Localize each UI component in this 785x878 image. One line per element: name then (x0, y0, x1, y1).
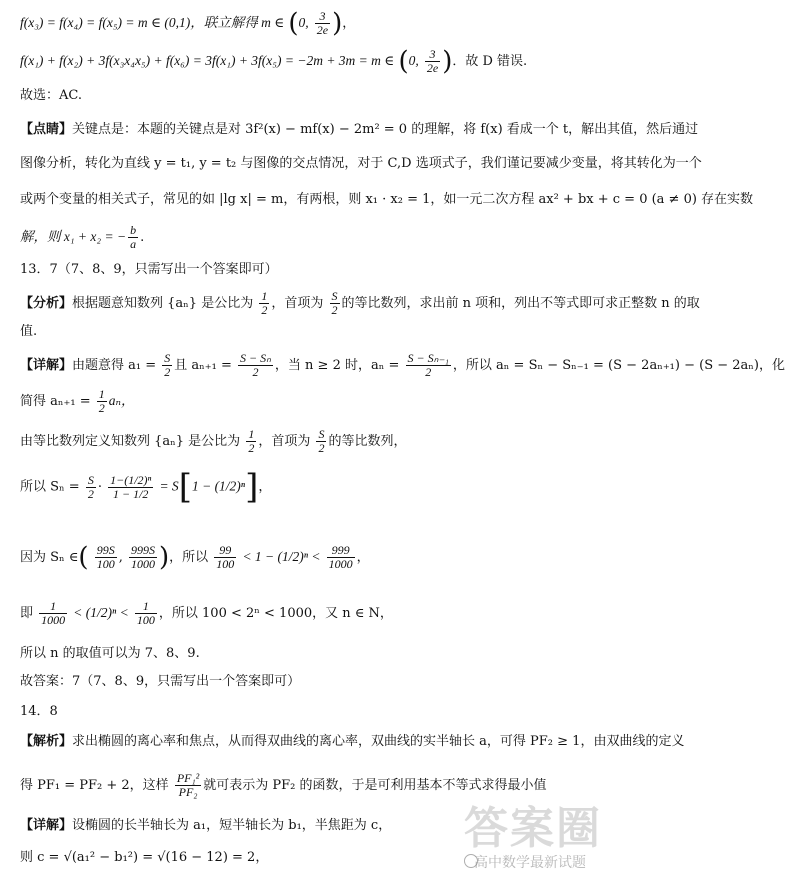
text-line: 由等比数列定义知数列 {aₙ} 是公比为 $\frac{1}{2}$ ，首项为 $\frac{S}{2}$ 的等比数列， (20, 427, 407, 455)
formula-line: 即 $\frac{1}{1000}$ < (1/2)ⁿ < $\frac{1}{100}$ ，所以 100 < 2ⁿ < 1000，又 n ∈ N， (20, 599, 393, 627)
question-heading: 13．7（7、8、9，只需写出一个答案即可） (20, 262, 278, 277)
watermark: 答案圈 高中数学最新试题 (464, 803, 602, 871)
math-text: f(x₃) = f(x₄) = f(x₅) = m ∈ (0,1)，联立解得 m ∈ (20, 15, 285, 30)
text-line: 图像分析，转化为直线 y = t₁, y = t₂ 与图像的交点情况，对于 C,D 选项式子，我们谨记要减少变量，将其转化为一个 (20, 156, 702, 171)
text-line: 解，则 x₁ + x₂ = − $\frac{b}{a}$ . (20, 223, 145, 251)
section-tag: 【分析】 (20, 296, 73, 311)
section-tag: 【详解】 (20, 358, 73, 373)
formula-line: 所以 Sₙ = $\frac{S}{2}$ · $\frac{\text{1−(1/2)ⁿ}}{1 - 1/2}$ = S[1 − (1/2)ⁿ]， (20, 467, 272, 507)
text-line: 或两个变量的相关式子，常见的如 |lg x| = m，有两根，则 x₁ · x₂ = 1，如一元二次方程 ax² + bx + c = 0 (a ≠ 0) 存在实数 (20, 192, 754, 207)
answer-line: 故选：AC. (20, 88, 83, 103)
text-line: 【详解】由题意得 a₁ = $\frac{S}{2}$ 且 aₙ₊₁ = $\frac{\text{S − Sₙ}}{2}$ ，当 n ≥ 2 时，aₙ = $\frac{\text{S − Sₙ₋₁}}{2}$ ，所以 aₙ = Sₙ − Sₙ₋₁ = (S − 2aₙ₊₁) − (S − 2aₙ)，化 (20, 351, 785, 379)
text-line: 得 PF₁ = PF₂ + 2，这样 $\frac{\text{PF₁²}}{\text{PF₂}}$ 就可表示为 PF₂ 的函数，于是可利用基本不等式求得最小值 (20, 771, 547, 799)
section-tag: 【解析】 (20, 734, 73, 749)
formula-line: 因为 Sₙ ∈( $\frac{99S}{100}$ , $\frac{999S}{1000}$ )，所以 $\frac{99}{100}$ < 1 − (1/2)ⁿ < $\frac{999}{1000}$ ， (20, 542, 370, 573)
text-line: 值. (20, 324, 38, 339)
fraction: $\frac{3}{2e}$ (426, 47, 439, 75)
math-text: f(x₁) + f(x₂) + 3f(x₃x₄x₅) + f(x₆) = 3f(x₁) + 3f(x₅) = −2m + 3m = m ∈ (20, 53, 395, 68)
text-line: f(x₁) + f(x₂) + 3f(x₃x₄x₅) + f(x₆) = 3f(x₁) + 3f(x₅) = −2m + 3m = m ∈ (0, $\frac{3}{2e}$ )．故 D 错误. (20, 46, 528, 77)
fraction: $\frac{b}{a}$ (130, 223, 137, 251)
text-line: f(x₃) = f(x₄) = f(x₅) = m ∈ (0,1)，联立解得 m ∈ (0, $\frac{3}{2e}$ )， (20, 8, 356, 39)
text-line: 简得 aₙ₊₁ = $\frac{1}{2}$ aₙ， (20, 387, 135, 415)
text-line: 【详解】设椭圆的长半轴长为 a₁，短半轴长为 b₁，半焦距为 c， (20, 818, 392, 833)
section-tag: 【点睛】 (20, 122, 73, 137)
section-tag: 【详解】 (20, 818, 73, 833)
text-line: 则 c = √(a₁² − b₁²) = √(16 − 12) = 2， (20, 850, 269, 865)
text-line: 【解析】求出椭圆的离心率和焦点，从而得双曲线的离心率，双曲线的实半轴长 a，可得 PF₂ ≥ 1，由双曲线的定义 (20, 734, 685, 749)
text-line: 【点睛】关键点是：本题的关键点是对 3f²(x) − mf(x) − 2m² = 0 的理解，将 f(x) 看成一个 t，解出其值，然后通过 (20, 122, 699, 137)
question-heading: 14．8 (20, 704, 58, 719)
text-line: 【分析】根据题意知数列 {aₙ} 是公比为 $\frac{1}{2}$ ，首项为 $\frac{S}{2}$ 的等比数列，求出前 n 项和，列出不等式即可求正整数 n 的取 (20, 289, 700, 317)
answer-line: 故答案：7（7、8、9，只需写出一个答案即可） (20, 674, 301, 689)
text-line: 所以 n 的取值可以为 7、8、9. (20, 646, 200, 661)
fraction: $\frac{3}{2e}$ (316, 9, 329, 37)
